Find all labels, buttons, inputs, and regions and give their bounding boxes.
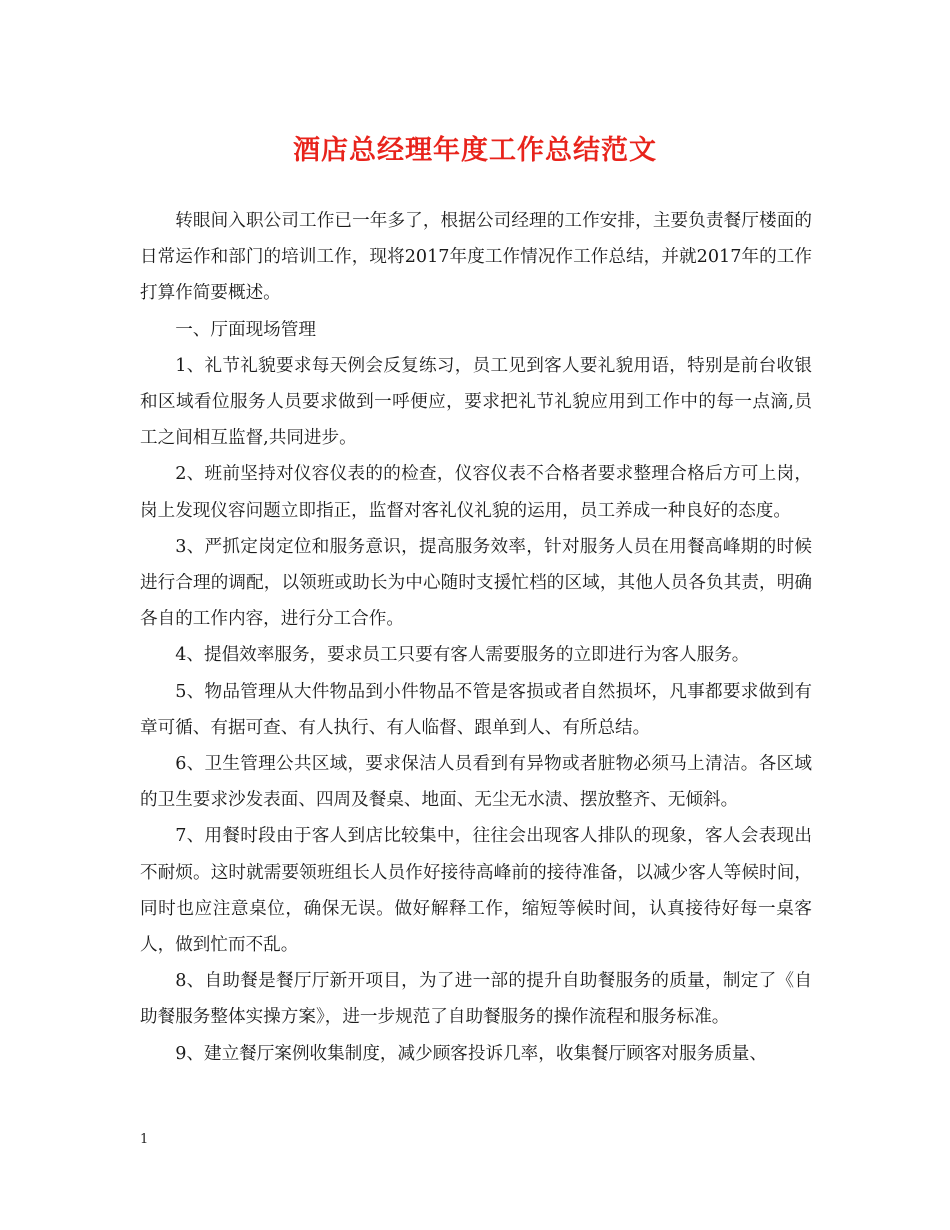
paragraph-item-3: 3、严抓定岗定位和服务意识，提高服务效率，针对服务人员在用餐高峰期的时候进行合理的调配，以领班或助长为中心随时支援忙档的区域，其他人员各负其责，明确各自的工作内容，进行分工合作。 <box>140 536 812 630</box>
section-heading: 一、厅面现场管理 <box>175 319 316 340</box>
document-body <box>140 203 812 1072</box>
paragraph-item-7: 7、用餐时段由于客人到店比较集中，往往会出现客人排队的现象，客人会表现出不耐烦。这时就需要领班组长人员作好接待高峰前的接待准备，以减少客人等候时间，同时也应注意桌位，确保无误。做好解释工作，缩短等候时间，认真接待好每一桌客人，做到忙而不乱。 <box>140 826 812 956</box>
paragraph-item-9: 9、建立餐厅案例收集制度，减少顾客投诉几率，收集餐厅顾客对服务质量、 <box>175 1043 767 1064</box>
paragraph-item-5: 5、物品管理从大件物品到小件物品不管是客损或者自然损坏，凡事都要求做到有章可循、有据可查、有人执行、有人临督、跟单到人、有所总结。 <box>140 681 812 738</box>
paragraph-item-1: 1、礼节礼貌要求每天例会反复练习，员工见到客人要礼貌用语，特别是前台收银和区域看位服务人员要求做到一呼便应，要求把礼节礼貌应用到工作中的每一点滴,员工之间相互监督,共同进步。 <box>140 355 812 449</box>
page-number: 1 <box>140 1132 149 1147</box>
paragraph-item-8: 8、自助餐是餐厅厅新开项目，为了进一部的提升自助餐服务的质量，制定了《自助餐服务整体实操方案》，进一步规范了自助餐服务的操作流程和服务标准。 <box>140 971 812 1028</box>
paragraph-item-2: 2、班前坚持对仪容仪表的的检查，仪容仪表不合格者要求整理合格后方可上岗，岗上发现仪容问题立即指正，监督对客礼仪礼貌的运用，员工养成一种良好的态度。 <box>140 464 812 521</box>
paragraph-item-6: 6、卫生管理公共区域，要求保洁人员看到有异物或者脏物必须马上清洁。各区域的卫生要求沙发表面、四周及餐桌、地面、无尘无水渍、摆放整齐、无倾斜。 <box>140 754 812 811</box>
document-title: 酒店总经理年度工作总结范文 <box>293 135 657 166</box>
paragraph-intro: 转眼间入职公司工作已一年多了，根据公司经理的工作安排，主要负责餐厅楼面的日常运作和部门的培训工作，现将2017年度工作情况作工作总结，并就2017年的工作打算作简要概述。 <box>140 211 812 304</box>
paragraph-item-4: 4、提倡效率服务，要求员工只要有客人需要服务的立即进行为客人服务。 <box>175 645 750 666</box>
